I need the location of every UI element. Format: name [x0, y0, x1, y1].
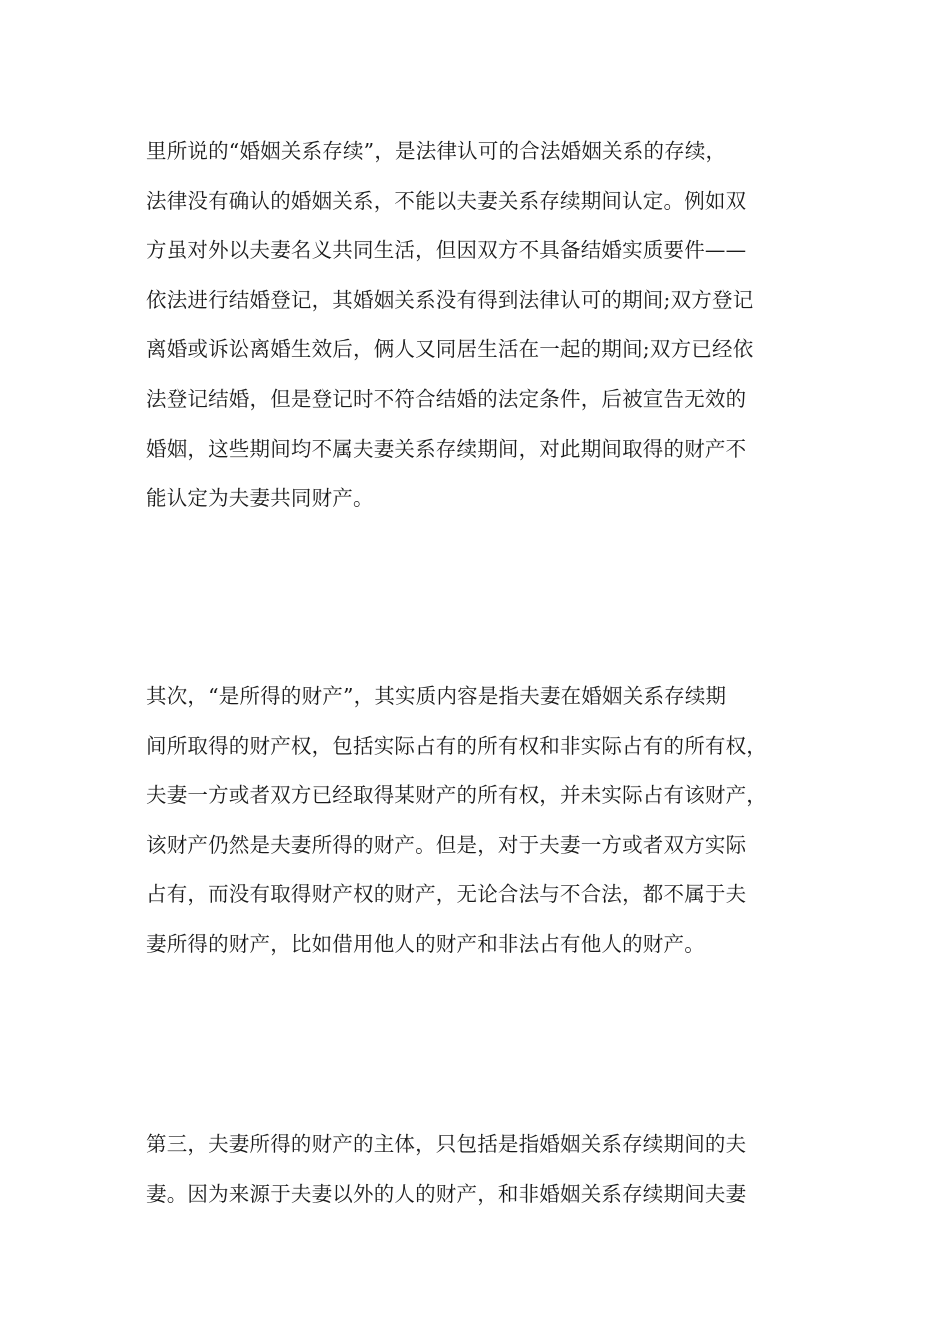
paragraph-acquired-property: [146, 672, 811, 970]
text-line: 法律没有确认的婚姻关系，不能以夫妻关系存续期间认定。例如双: [146, 188, 747, 213]
text-line: 其次，“是所得的财产”，其实质内容是指夫妻在婚姻关系存续期: [146, 684, 727, 708]
text-line: 夫妻一方或者双方已经取得某财产的所有权，并未实际占有该财产，: [146, 783, 767, 808]
text-line: 第三，夫妻所得的财产的主体，只包括是指婚姻关系存续期间的夫: [146, 1132, 747, 1156]
text-line: 该财产仍然是夫妻所得的财产。但是，对于夫妻一方或者双方实际: [146, 832, 747, 857]
text-line: 间所取得的财产权，包括实际占有的所有权和非实际占有的所有权，: [146, 733, 767, 758]
text-line: 妻所得的财产，比如借用他人的财产和非法占有他人的财产。: [146, 931, 705, 956]
text-line: 能认定为夫妻共同财产。: [146, 486, 374, 511]
text-line: 占有，而没有取得财产权的财产，无论合法与不合法，都不属于夫: [146, 882, 747, 907]
text-line: 婚姻，这些期间均不属夫妻关系存续期间，对此期间取得的财产不: [146, 436, 747, 461]
text-line: 离婚或诉讼离婚生效后，俩人又同居生活在一起的期间;双方已经依: [146, 337, 754, 362]
text-line: 里所说的“婚姻关系存续”，是法律认可的合法婚姻关系的存续，: [146, 139, 727, 163]
text-line: 妻。因为来源于夫妻以外的人的财产，和非婚姻关系存续期间夫妻: [146, 1181, 747, 1206]
text-line: 法登记结婚，但是登记时不符合结婚的法定条件，后被宣告无效的: [146, 386, 747, 411]
paragraph-marital-relationship: [146, 127, 811, 524]
text-line: 依法进行结婚登记，其婚姻关系没有得到法律认可的期间;双方登记: [146, 287, 754, 312]
paragraph-property-subject: [146, 1120, 811, 1219]
text-line: 方虽对外以夫妻名义共同生活，但因双方不具备结婚实质要件——: [146, 238, 747, 263]
